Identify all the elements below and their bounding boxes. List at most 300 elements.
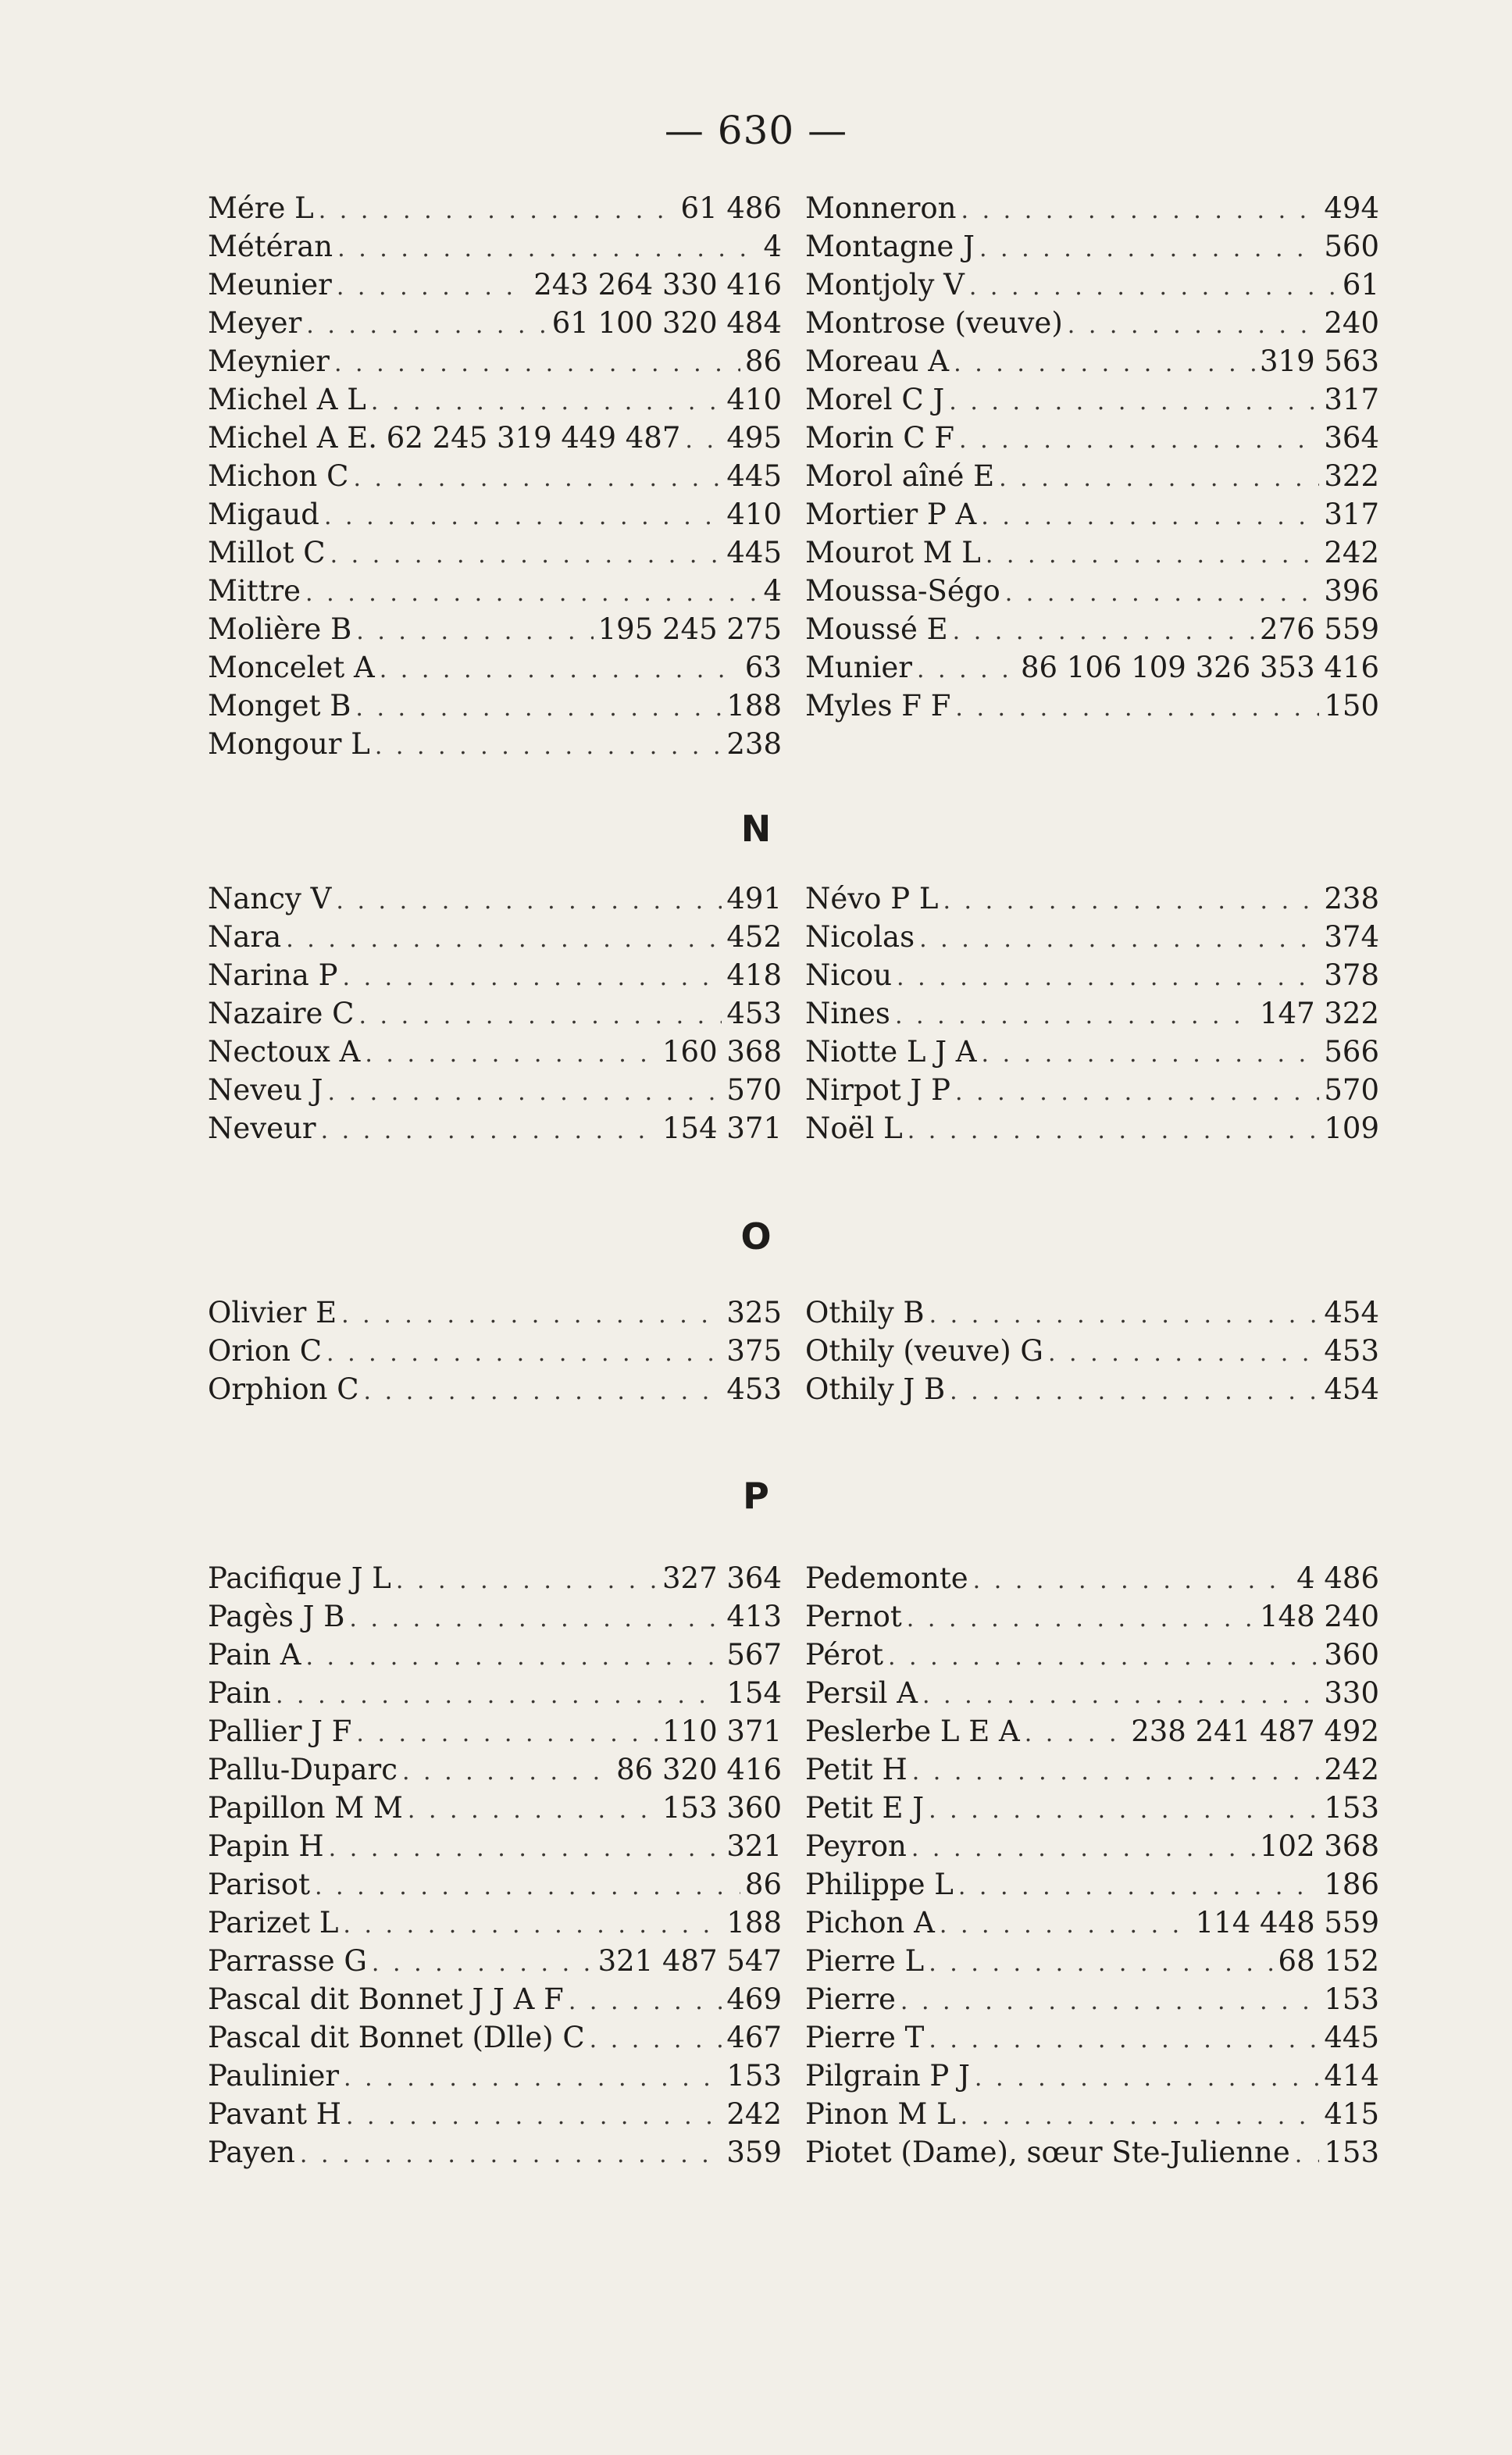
index-entry xyxy=(208,1071,782,1109)
entry-name: Pedemonte xyxy=(805,1561,968,1595)
index-entry xyxy=(805,1597,1379,1636)
index-entry xyxy=(208,1789,782,1827)
entry-page-refs: 242 xyxy=(1324,1753,1379,1786)
entry-name: Pierre xyxy=(805,1982,896,2016)
column-right xyxy=(805,189,1379,763)
entry-page-refs: 195 245 275 xyxy=(597,612,782,646)
dot-leader xyxy=(907,1600,1255,1636)
entry-name: Papin H xyxy=(208,1829,324,1863)
dot-leader xyxy=(1048,1334,1319,1370)
entry-name: Peyron xyxy=(805,1829,907,1863)
entry-page-refs: 109 xyxy=(1324,1112,1379,1145)
dot-leader xyxy=(315,1868,740,1904)
column-left xyxy=(208,1559,782,2171)
dot-leader xyxy=(330,536,722,572)
index-entry xyxy=(208,1750,782,1789)
dot-leader xyxy=(897,958,1319,994)
index-entry xyxy=(208,304,782,342)
entry-page-refs: 567 xyxy=(726,1638,782,1672)
index-entry xyxy=(208,457,782,495)
entry-page-refs: 330 xyxy=(1324,1676,1379,1710)
entry-page-refs: 110 371 xyxy=(662,1715,782,1748)
entry-page-refs: 243 264 330 416 xyxy=(533,268,782,302)
dot-leader xyxy=(343,1906,722,1942)
entry-page-refs: 454 xyxy=(1324,1372,1379,1406)
entry-name: Moreau A xyxy=(805,344,950,378)
dot-leader xyxy=(955,1073,1319,1109)
entry-page-refs: 114 448 559 xyxy=(1195,1906,1379,1939)
section-p xyxy=(208,1559,1379,2171)
index-entry xyxy=(208,495,782,533)
dot-leader xyxy=(943,882,1319,918)
dot-leader xyxy=(353,459,722,495)
index-entry xyxy=(805,648,1379,687)
entry-name: Molière B xyxy=(208,612,352,646)
dot-leader xyxy=(408,1791,658,1827)
entry-name: Millot C xyxy=(208,536,326,569)
dot-leader xyxy=(337,230,758,266)
entry-name: Michon C xyxy=(208,459,349,493)
entry-name: Pernot xyxy=(805,1600,902,1633)
entry-name: Monneron xyxy=(805,191,957,225)
dot-leader xyxy=(953,612,1255,648)
dot-leader xyxy=(380,651,740,687)
entry-page-refs: 396 xyxy=(1324,574,1379,608)
entry-page-refs: 418 xyxy=(726,958,782,992)
entry-name: Migaud xyxy=(208,498,319,531)
entry-name: Mongour L xyxy=(208,727,370,761)
dot-leader xyxy=(319,191,676,227)
entry-name: Nancy V xyxy=(208,882,332,915)
entry-name: Peslerbe L E A xyxy=(805,1715,1020,1748)
dot-leader xyxy=(940,1906,1191,1942)
entry-name: Myles F F xyxy=(805,689,951,723)
index-entry xyxy=(805,304,1379,342)
dot-leader xyxy=(895,997,1255,1033)
dot-leader xyxy=(950,1372,1319,1408)
entry-page-refs: 238 xyxy=(1324,882,1379,915)
index-entry xyxy=(805,1827,1379,1865)
column-left xyxy=(208,1294,782,1408)
entry-page-refs: 153 xyxy=(726,2059,782,2093)
index-entry xyxy=(805,1109,1379,1147)
entry-page-refs: 453 xyxy=(726,997,782,1030)
index-entry xyxy=(805,956,1379,994)
entry-name: Morol aîné E xyxy=(805,459,995,493)
entry-page-refs: 491 xyxy=(726,882,782,915)
entry-page-refs: 452 xyxy=(726,920,782,954)
entry-page-refs: 148 240 xyxy=(1259,1600,1379,1633)
entry-page-refs: 570 xyxy=(726,1073,782,1107)
entry-name: Philippe L xyxy=(805,1868,954,1901)
entry-page-refs: 61 100 320 484 xyxy=(551,306,782,340)
dot-leader xyxy=(349,1600,722,1636)
index-entry xyxy=(208,1597,782,1636)
entry-name: Neveur xyxy=(208,1112,316,1145)
entry-page-refs: 186 xyxy=(1324,1868,1379,1901)
section-m xyxy=(208,189,1379,763)
index-entry xyxy=(805,572,1379,610)
entry-page-refs: 61 xyxy=(1342,268,1379,302)
index-entry xyxy=(208,687,782,725)
dot-leader xyxy=(329,1829,722,1865)
entry-page-refs: 322 xyxy=(1324,459,1379,493)
entry-page-refs: 374 xyxy=(1324,920,1379,954)
entry-page-refs: 153 xyxy=(1324,1791,1379,1825)
index-entry xyxy=(208,1332,782,1370)
dot-leader xyxy=(371,383,722,419)
dot-leader xyxy=(305,574,758,610)
entry-page-refs: 63 xyxy=(744,651,782,684)
entry-page-refs: 413 xyxy=(726,1600,782,1633)
dot-leader xyxy=(919,920,1319,956)
letter-heading-o: O xyxy=(740,1215,772,1258)
dot-leader xyxy=(276,1676,722,1712)
index-entry xyxy=(208,1865,782,1904)
column-right xyxy=(805,1559,1379,2171)
entry-name: Niotte L J A xyxy=(805,1035,977,1069)
entry-name: Pacifique J L xyxy=(208,1561,391,1595)
dot-leader xyxy=(321,1112,658,1147)
entry-name: Parisot xyxy=(208,1868,310,1901)
entry-name: Nirpot J P xyxy=(805,1073,950,1107)
dot-leader xyxy=(911,1829,1255,1865)
index-entry xyxy=(805,1071,1379,1109)
entry-name: Pain A xyxy=(208,1638,301,1672)
index-entry xyxy=(208,1827,782,1865)
entry-name: Nines xyxy=(805,997,890,1030)
dot-leader xyxy=(336,882,722,918)
entry-name: Petit H xyxy=(805,1753,908,1786)
index-entry xyxy=(208,1980,782,2018)
dot-leader xyxy=(908,1112,1320,1147)
index-entry xyxy=(805,1750,1379,1789)
dot-leader xyxy=(1005,574,1320,610)
entry-page-refs: 364 xyxy=(1324,421,1379,455)
dot-leader xyxy=(900,1982,1319,2018)
index-entry xyxy=(805,1370,1379,1408)
entry-page-refs: 86 xyxy=(744,344,782,378)
entry-page-refs: 454 xyxy=(1324,1296,1379,1329)
entry-page-refs: 238 241 487 492 xyxy=(1131,1715,1379,1748)
entry-page-refs: 445 xyxy=(726,536,782,569)
entry-page-refs: 160 368 xyxy=(662,1035,782,1069)
entry-name: Petit E J xyxy=(805,1791,925,1825)
dot-leader xyxy=(949,383,1319,419)
dot-leader xyxy=(929,1791,1319,1827)
entry-name: Orion C xyxy=(208,1334,323,1368)
dot-leader xyxy=(959,421,1319,457)
index-entry xyxy=(208,1294,782,1332)
index-entry xyxy=(208,1033,782,1071)
letter-heading-n: N xyxy=(740,808,772,850)
entry-page-refs: 238 xyxy=(726,727,782,761)
index-entry xyxy=(208,1904,782,1942)
dot-leader xyxy=(355,689,722,725)
entry-name: Pallu-Duparc xyxy=(208,1753,398,1786)
index-entry xyxy=(805,1789,1379,1827)
index-entry xyxy=(805,1033,1379,1071)
dot-leader xyxy=(375,727,722,763)
dot-leader xyxy=(346,2097,722,2133)
entry-page-refs: 68 152 xyxy=(1278,1944,1379,1978)
index-entry xyxy=(805,994,1379,1033)
index-entry xyxy=(208,2018,782,2057)
index-entry xyxy=(805,1294,1379,1332)
index-entry xyxy=(805,880,1379,918)
dot-leader xyxy=(364,1372,722,1408)
dot-leader xyxy=(922,1676,1319,1712)
entry-page-refs: 560 xyxy=(1324,230,1379,263)
entry-page-refs: 321 487 547 xyxy=(597,1944,782,1978)
entry-page-refs: 570 xyxy=(1324,1073,1379,1107)
dot-leader xyxy=(356,612,593,648)
entry-name: Meyer xyxy=(208,306,302,340)
entry-page-refs: 445 xyxy=(726,459,782,493)
dot-leader xyxy=(929,1296,1320,1332)
dot-leader xyxy=(358,997,722,1033)
entry-name: Nara xyxy=(208,920,282,954)
section-n xyxy=(208,880,1379,1147)
entry-page-refs: 414 xyxy=(1324,2059,1379,2093)
dot-leader xyxy=(343,958,722,994)
dot-leader xyxy=(955,689,1319,725)
index-entry xyxy=(805,2133,1379,2171)
column-left xyxy=(208,880,782,1147)
entry-page-refs: 86 106 109 326 353 416 xyxy=(1021,651,1379,684)
dot-leader xyxy=(372,1944,594,1980)
index-entry xyxy=(208,1942,782,1980)
index-entry xyxy=(805,1865,1379,1904)
entry-page-refs: 467 xyxy=(726,2021,782,2054)
entry-name: Meunier xyxy=(208,268,332,302)
entry-name: Payen xyxy=(208,2136,295,2169)
index-entry xyxy=(805,227,1379,266)
index-entry xyxy=(208,610,782,648)
index-entry xyxy=(208,994,782,1033)
entry-page-refs: 154 xyxy=(726,1676,782,1710)
entry-name: Neveu J xyxy=(208,1073,323,1107)
dot-leader xyxy=(1025,1715,1127,1750)
dot-leader xyxy=(975,2059,1319,2095)
entry-page-refs: 359 xyxy=(726,2136,782,2169)
entry-name: Pascal dit Bonnet (Dlle) C xyxy=(208,2021,585,2054)
entry-page-refs: 86 320 416 xyxy=(616,1753,782,1786)
entry-name: Moncelet A xyxy=(208,651,375,684)
entry-name: Orphion C xyxy=(208,1372,359,1406)
entry-page-refs: 147 322 xyxy=(1259,997,1379,1030)
index-entry xyxy=(208,2057,782,2095)
entry-page-refs: 378 xyxy=(1324,958,1379,992)
index-entry xyxy=(208,1370,782,1408)
index-entry xyxy=(805,1942,1379,1980)
entry-name: Olivier E xyxy=(208,1296,337,1329)
entry-name: Mourot M L xyxy=(805,536,981,569)
index-entry xyxy=(208,227,782,266)
entry-name: Othily J B xyxy=(805,1372,946,1406)
entry-name: Pérot xyxy=(805,1638,883,1672)
dot-leader xyxy=(986,536,1320,572)
entry-name: Pallier J F xyxy=(208,1715,352,1748)
entry-page-refs: 566 xyxy=(1324,1035,1379,1069)
entry-name: Munier xyxy=(805,651,912,684)
index-entry xyxy=(208,533,782,572)
entry-page-refs: 321 xyxy=(726,1829,782,1863)
entry-page-refs: 86 xyxy=(744,1868,782,1901)
index-entry xyxy=(208,380,782,419)
index-entry xyxy=(805,610,1379,648)
page-number: — 630 — xyxy=(664,108,848,153)
entry-name: Montjoly V xyxy=(805,268,965,302)
entry-page-refs: 102 368 xyxy=(1259,1829,1379,1863)
entry-name: Nicolas xyxy=(805,920,915,954)
entry-page-refs: 4 xyxy=(763,230,782,263)
entry-name: Pilgrain P J xyxy=(805,2059,970,2093)
column-right xyxy=(805,880,1379,1147)
entry-name: Othily (veuve) G xyxy=(805,1334,1043,1368)
index-entry xyxy=(805,1332,1379,1370)
dot-leader xyxy=(961,2097,1320,2133)
entry-name: Morin C F xyxy=(805,421,955,455)
entry-page-refs: 154 371 xyxy=(662,1112,782,1145)
dot-leader xyxy=(929,1944,1273,1980)
dot-leader xyxy=(365,1035,658,1071)
entry-name: Pinon M L xyxy=(805,2097,956,2131)
dot-leader xyxy=(356,1715,658,1750)
index-entry xyxy=(208,956,782,994)
index-entry xyxy=(805,380,1379,419)
entry-page-refs: 410 xyxy=(726,498,782,531)
entry-name: Othily B xyxy=(805,1296,925,1329)
entry-page-refs: 240 xyxy=(1324,306,1379,340)
entry-page-refs: 469 xyxy=(726,1982,782,2016)
entry-page-refs: 4 xyxy=(763,574,782,608)
dot-leader xyxy=(328,1073,722,1109)
dot-leader xyxy=(326,1334,722,1370)
entry-page-refs: 4 486 xyxy=(1296,1561,1379,1595)
index-entry xyxy=(208,342,782,380)
entry-name: Mortier P A xyxy=(805,498,977,531)
entry-page-refs: 445 xyxy=(1324,2021,1379,2054)
dot-leader xyxy=(341,1296,722,1332)
entry-name: Pascal dit Bonnet J J A F xyxy=(208,1982,564,2016)
index-entry xyxy=(805,2057,1379,2095)
dot-leader xyxy=(973,1561,1292,1597)
index-entry xyxy=(805,1904,1379,1942)
entry-name: Morel C J xyxy=(805,383,945,416)
dot-leader xyxy=(590,2021,722,2057)
index-entry xyxy=(805,687,1379,725)
entry-name: Nazaire C xyxy=(208,997,355,1030)
index-entry xyxy=(208,419,782,457)
entry-name: Paulinier xyxy=(208,2059,340,2093)
index-entry xyxy=(805,1559,1379,1597)
entry-name: Mére L xyxy=(208,191,314,225)
entry-name: Montrose (veuve) xyxy=(805,306,1063,340)
entry-page-refs: 325 xyxy=(726,1296,782,1329)
entry-page-refs: 153 xyxy=(1324,2136,1379,2169)
entry-page-refs: 495 xyxy=(726,421,782,455)
index-entry xyxy=(208,648,782,687)
dot-leader xyxy=(912,1753,1320,1789)
dot-leader xyxy=(954,344,1255,380)
dot-leader xyxy=(300,2136,722,2171)
index-entry xyxy=(208,880,782,918)
index-entry xyxy=(208,266,782,304)
dot-leader xyxy=(286,920,722,956)
entry-page-refs: 494 xyxy=(1324,191,1379,225)
entry-page-refs: 453 xyxy=(1324,1334,1379,1368)
entry-name: Papillon M M xyxy=(208,1791,403,1825)
entry-name: Persil A xyxy=(805,1676,918,1710)
entry-page-refs: 319 563 xyxy=(1259,344,1379,378)
index-entry xyxy=(805,533,1379,572)
dot-leader xyxy=(1068,306,1320,342)
index-entry xyxy=(805,2095,1379,2133)
entry-page-refs: 242 xyxy=(1324,536,1379,569)
entry-name: Narina P xyxy=(208,958,338,992)
index-entry xyxy=(805,1636,1379,1674)
dot-leader xyxy=(324,498,722,533)
entry-page-refs: 188 xyxy=(726,689,782,723)
dot-leader xyxy=(982,1035,1320,1071)
index-entry xyxy=(208,1674,782,1712)
entry-name: Parrasse G xyxy=(208,1944,367,1978)
entry-name: Pierre L xyxy=(805,1944,925,1978)
dot-leader xyxy=(981,498,1319,533)
entry-name: Moussa-Ségo xyxy=(805,574,1000,608)
entry-name: Pichon A xyxy=(805,1906,935,1939)
column-right xyxy=(805,1294,1379,1408)
entry-page-refs: 360 xyxy=(1324,1638,1379,1672)
dot-leader xyxy=(969,268,1338,304)
index-entry xyxy=(208,1636,782,1674)
entry-page-refs: 410 xyxy=(726,383,782,416)
index-entry xyxy=(208,572,782,610)
dot-leader xyxy=(569,1982,722,2018)
entry-name: Parizet L xyxy=(208,1906,339,1939)
entry-page-refs: 327 364 xyxy=(662,1561,782,1595)
index-entry xyxy=(805,495,1379,533)
dot-leader xyxy=(396,1561,658,1597)
entry-page-refs: 188 xyxy=(726,1906,782,1939)
entry-page-refs: 242 xyxy=(726,2097,782,2131)
entry-name: Pain xyxy=(208,1676,271,1710)
entry-page-refs: 153 xyxy=(1324,1982,1379,2016)
entry-page-refs: 415 xyxy=(1324,2097,1379,2131)
index-entry xyxy=(208,1559,782,1597)
dot-leader xyxy=(888,1638,1319,1674)
index-entry xyxy=(805,1674,1379,1712)
index-entry xyxy=(805,342,1379,380)
entry-name: Michel A E. 62 245 319 449 487 xyxy=(208,421,681,455)
index-entry xyxy=(805,2018,1379,2057)
entry-name: Piotet (Dame), sœur Ste-Julienne xyxy=(805,2136,1290,2169)
entry-name: Nicou xyxy=(805,958,893,992)
dot-leader xyxy=(1295,2136,1320,2171)
index-entry xyxy=(208,2095,782,2133)
dot-leader xyxy=(929,2021,1319,2057)
dot-leader xyxy=(917,651,1016,687)
entry-name: Pagès J B xyxy=(208,1600,345,1633)
index-entry xyxy=(208,1109,782,1147)
index-entry xyxy=(805,419,1379,457)
index-entry xyxy=(208,725,782,763)
entry-page-refs: 375 xyxy=(726,1334,782,1368)
entry-name: Pavant H xyxy=(208,2097,341,2131)
entry-name: Meynier xyxy=(208,344,330,378)
index-entry xyxy=(805,918,1379,956)
